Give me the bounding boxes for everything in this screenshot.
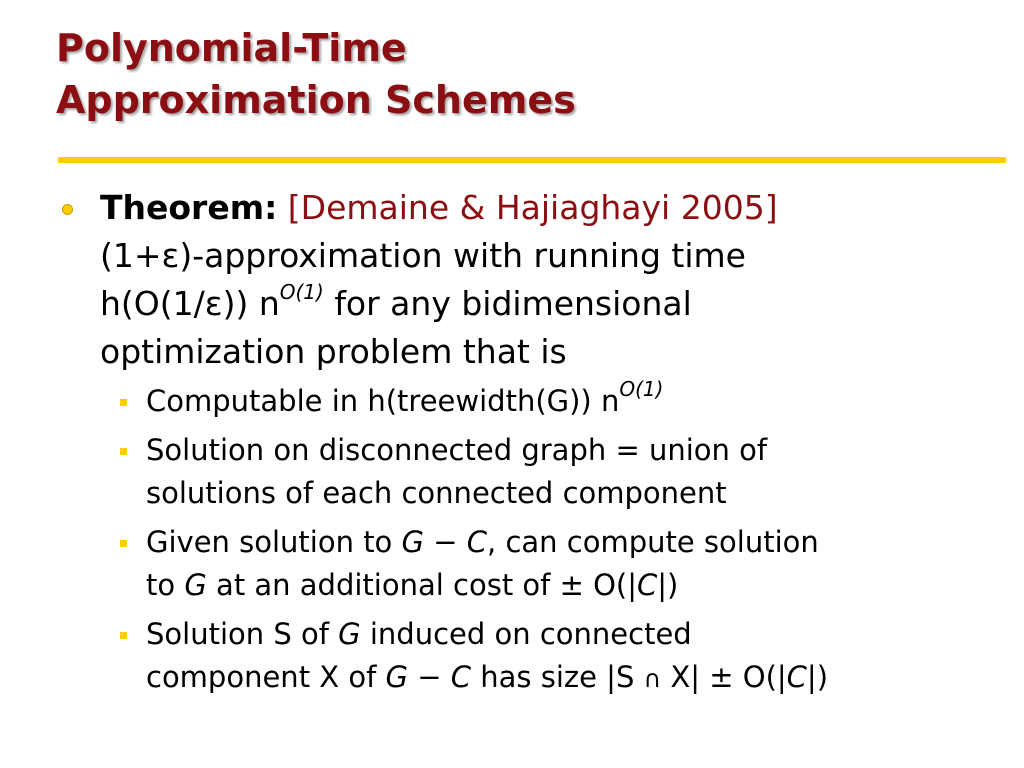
condition-text: − xyxy=(424,525,467,559)
theorem-tail-text: optimization problem that is xyxy=(100,332,567,371)
condition-text: X| ± O(| xyxy=(661,660,787,694)
graph-variable: G xyxy=(385,660,409,694)
graph-variable: G xyxy=(184,568,207,602)
condition-text: has size |S xyxy=(471,660,644,694)
title-divider xyxy=(58,157,1006,163)
round-bullet-icon xyxy=(62,204,73,215)
condition-text: at an additional cost of ± O(| xyxy=(206,568,637,602)
title-line-1: Polynomial-Time xyxy=(56,26,407,70)
condition-exponent: O(1) xyxy=(619,377,664,402)
condition-text: component X of xyxy=(146,660,386,694)
square-bullet-icon xyxy=(120,632,127,639)
set-variable: C xyxy=(786,660,807,694)
theorem-line-4 xyxy=(100,328,1012,376)
theorem-approx-text: (1+ε)-approximation with running time xyxy=(100,236,746,275)
set-variable: C xyxy=(637,568,658,602)
graph-variable: G xyxy=(338,617,361,651)
condition-text: Computable in h(treewidth(G)) n xyxy=(146,384,620,418)
condition-item xyxy=(112,429,1012,515)
condition-item xyxy=(112,613,1012,699)
condition-text: Given solution to xyxy=(146,525,402,559)
theorem-line-2 xyxy=(100,232,1012,280)
slide-title xyxy=(56,22,576,126)
condition-text: Solution on disconnected graph = union of xyxy=(146,433,768,467)
condition-text: to xyxy=(146,568,185,602)
condition-item xyxy=(112,521,1012,607)
set-variable: C xyxy=(450,660,472,694)
condition-list xyxy=(62,377,1012,699)
condition-text: induced on connected xyxy=(360,617,692,651)
running-time-prefix: h(O(1/ε)) n xyxy=(100,284,280,323)
theorem-line-3 xyxy=(100,280,1012,328)
set-variable: C xyxy=(466,525,488,559)
slide-body xyxy=(62,184,1012,705)
condition-text: |) xyxy=(657,568,679,602)
square-bullet-icon xyxy=(120,399,127,406)
title-line-2: Approximation Schemes xyxy=(56,78,576,122)
condition-text: Solution S of xyxy=(146,617,339,651)
square-bullet-icon xyxy=(120,540,127,547)
square-bullet-icon xyxy=(120,448,127,455)
intersection-symbol: ∩ xyxy=(643,665,662,693)
condition-text: |) xyxy=(806,660,829,694)
theorem-citation: [Demaine & Hajiaghayi 2005] xyxy=(287,188,778,227)
condition-text: − xyxy=(408,660,451,694)
condition-text: solutions of each connected component xyxy=(146,476,727,510)
theorem-label: Theorem: xyxy=(100,188,278,227)
running-time-exponent: O(1) xyxy=(279,280,324,304)
running-time-suffix: for any bidimensional xyxy=(323,284,692,323)
condition-text: , can compute solution xyxy=(487,525,819,559)
theorem-bullet xyxy=(62,184,1012,376)
condition-item xyxy=(112,377,1012,423)
graph-variable: G xyxy=(401,525,425,559)
theorem-line-1 xyxy=(100,184,1012,232)
